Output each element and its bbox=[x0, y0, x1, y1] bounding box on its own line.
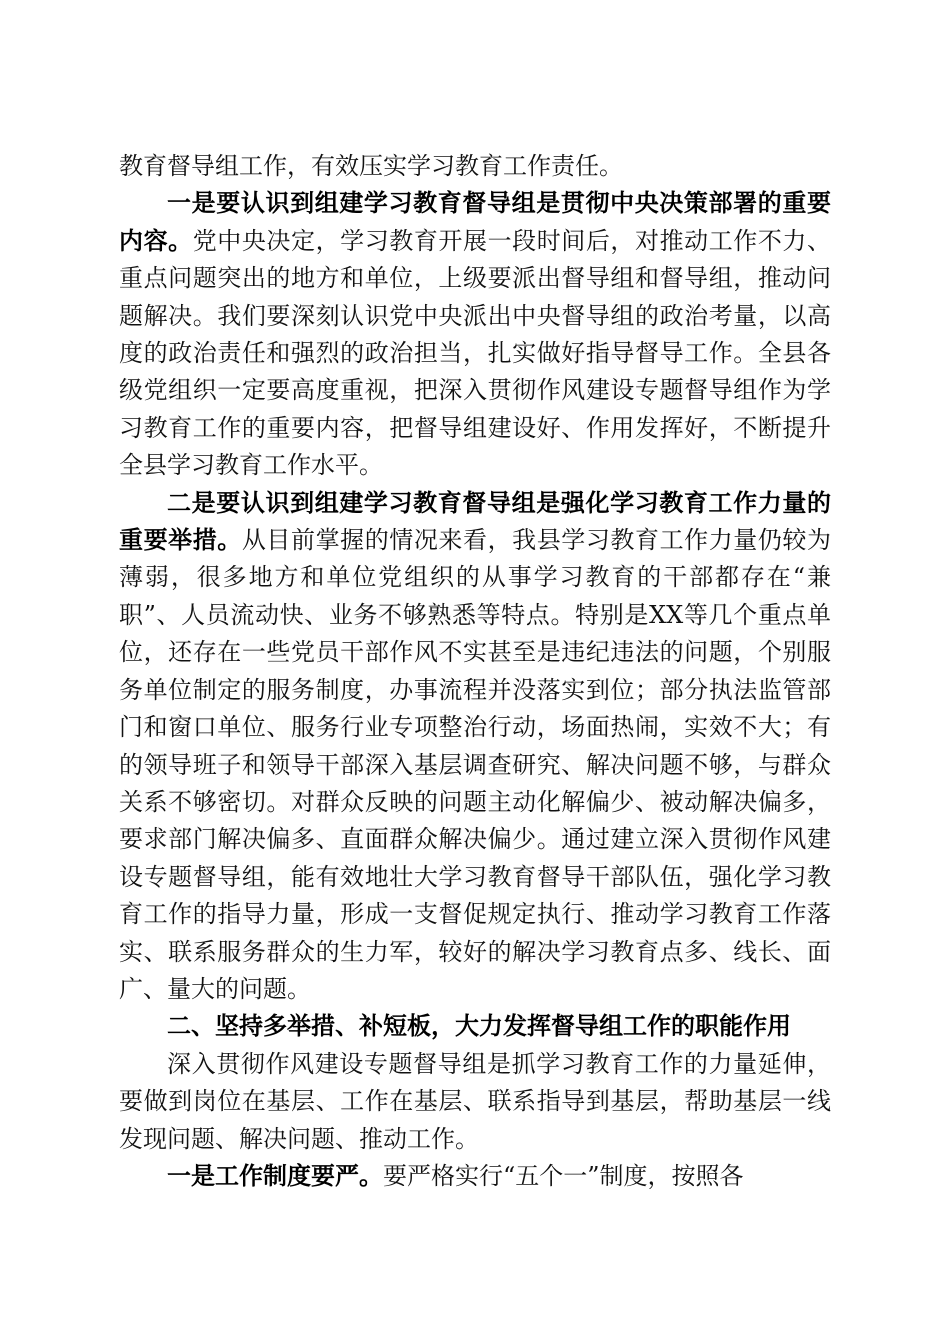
paragraph-work-system bbox=[119, 1158, 831, 1195]
paragraph-text: 党中央决定，学习教育开展一段时间后，对推动工作不力、重点问题突出的地方和单位，上级要派出督导组和督导组，推动问题解决。我们要深刻认识党中央派出中央督导组的政治考量，以高度的政治责任和强烈的政治担当，扎实做好指导督导工作。全县各级党组织一定要高度重视，把深入贯彻作风建设专题督导组作为学习教育工作的重要内容，把督导组建设好、作用发挥好，不断提升全县学习教育工作水平。 bbox=[119, 226, 832, 480]
paragraph-section-intro bbox=[119, 1046, 831, 1158]
paragraph-text: 从目前掌握的情况来看，我县学习教育工作力量仍较为薄弱，很多地方和单位党组织的从事学习教育的干部都存在“兼职”、人员流动快、业务不够熟悉等特点。特别是XX等几个重点单位，还存在一些党员干部作风不实甚至是违纪违法的问题，个别服务单位制定的服务制度，办事流程并没落实到位；部分执法监管部门和窗口单位、服务行业专项整治行动，场面热闹，实效不大；有的领导班子和领导干部深入基层调查研究、解决问题不够，与群众关系不够密切。对群众反映的问题主动化解偏少、被动解决偏多，要求部门解决偏多、直面群众解决偏少。通过建立深入贯彻作风建设专题督导组，能有效地壮大学习教育督导干部队伍，强化学习教育工作的指导力量，形成一支督促规定执行、推动学习教育工作落实、联系服务群众的生力军，较好的解决学习教育点多、线长、面广、量大的问题。 bbox=[119, 526, 832, 1003]
paragraph-point-one bbox=[119, 185, 831, 484]
paragraph-lead-bold: 二是要认识到组建学习教育督导组是强化学习教育工作力量的重要举措。 bbox=[119, 488, 831, 555]
paragraph-lead-bold: 一是要认识到组建学习教育督导组是贯彻中央决策部署的重要内容。 bbox=[119, 189, 831, 255]
paragraph-text: 要严格实行“五个一”制度，按照各 bbox=[383, 1161, 744, 1190]
paragraph-text: 教育督导组工作，有效压实学习教育工作责任。 bbox=[119, 152, 623, 180]
section-heading-text: 二、坚持多举措、补短板，大力发挥督导组工作的职能作用 bbox=[167, 1012, 791, 1041]
paragraph-lead-bold: 一是工作制度要严。 bbox=[167, 1161, 383, 1190]
paragraph-text: 深入贯彻作风建设专题督导组是抓学习教育工作的力量延伸，要做到岗位在基层、工作在基层、联系指导到基层，帮助基层一线发现问题、解决问题、推动工作。 bbox=[119, 1049, 831, 1153]
paragraph-point-two bbox=[119, 485, 831, 1009]
document-body bbox=[119, 148, 831, 1195]
section-heading bbox=[119, 1008, 831, 1045]
paragraph-continuation bbox=[119, 148, 831, 185]
